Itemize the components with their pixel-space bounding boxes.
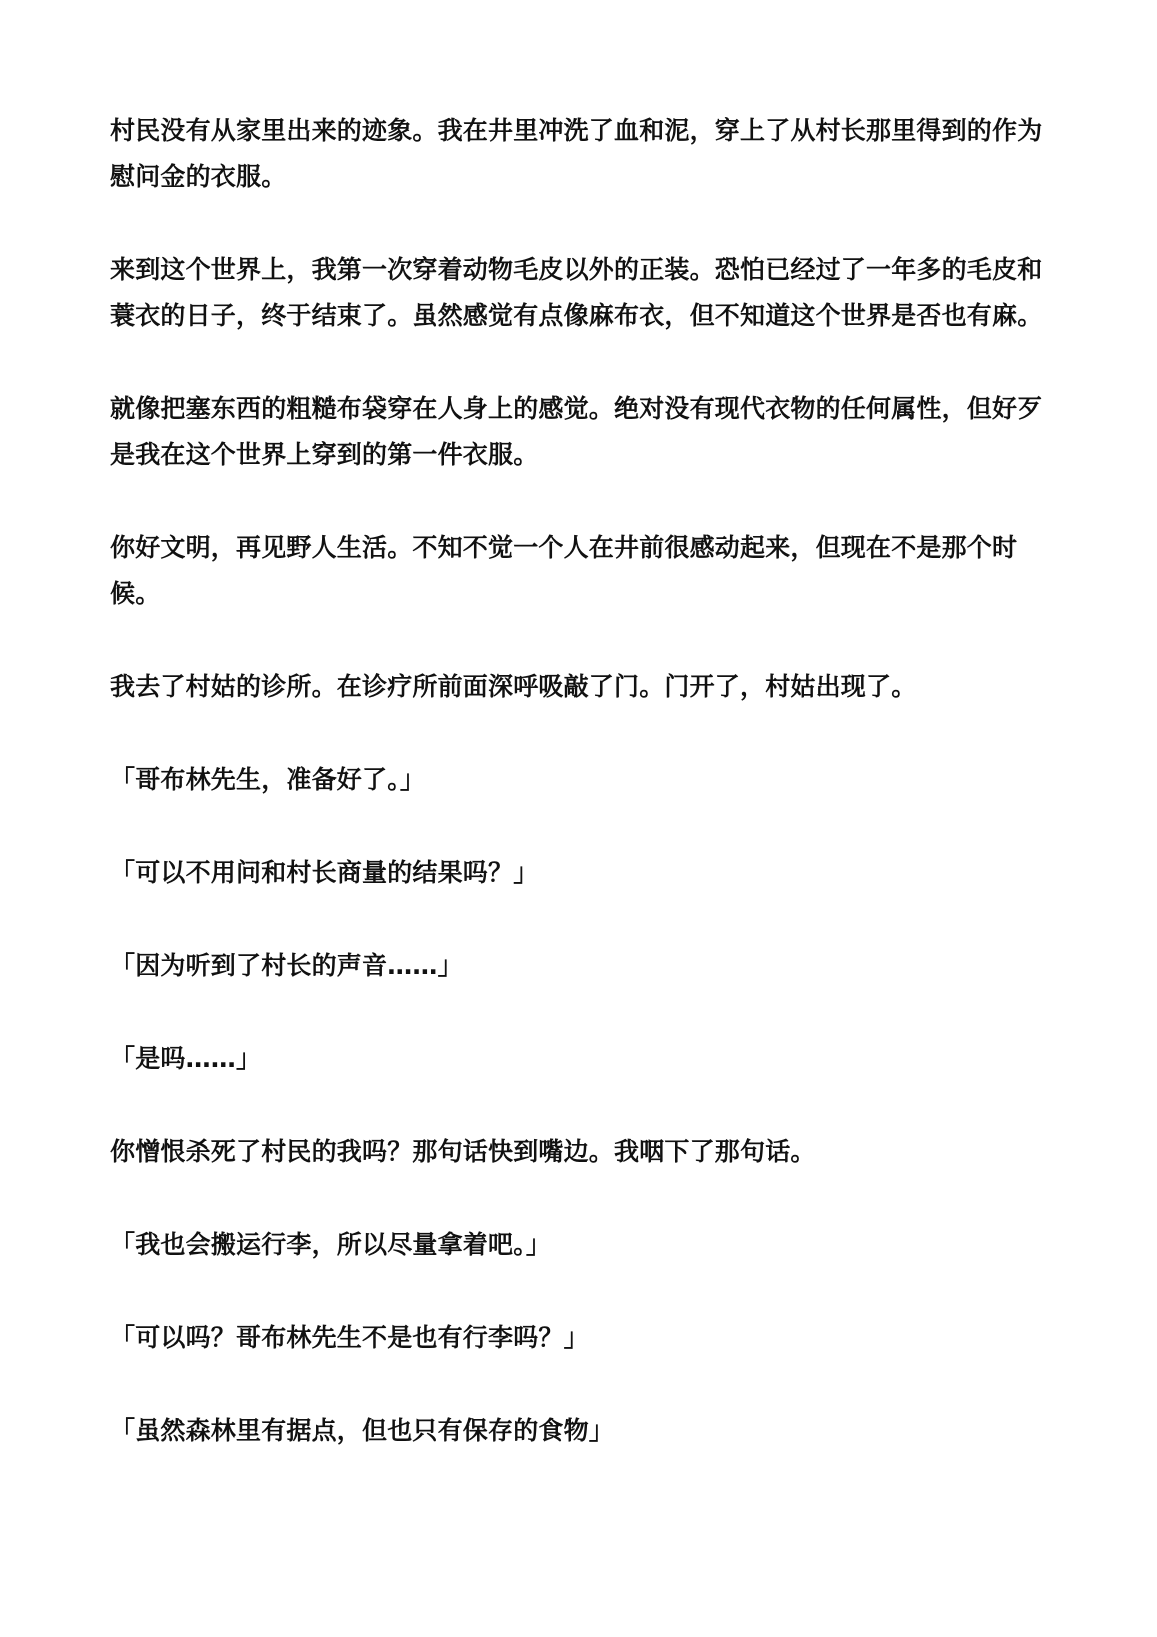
dialogue-line: 「因为听到了村长的声音……」: [110, 951, 463, 980]
dialogue-line: 「是吗……」: [110, 1044, 262, 1073]
paragraph: 村民没有从家里出来的迹象。我在井里冲洗了血和泥，穿上了从村长那里得到的作为慰问金的衣服。: [110, 116, 1043, 191]
dialogue-line: 「可以不用问和村长商量的结果吗？」: [110, 858, 539, 887]
paragraph: 你憎恨杀死了村民的我吗？那句话快到嘴边。我咽下了那句话。: [110, 1137, 816, 1166]
paragraph: 来到这个世界上，我第一次穿着动物毛皮以外的正装。恐怕已经过了一年多的毛皮和蓑衣的日子，终于结束了。虽然感觉有点像麻布衣，但不知道这个世界是否也有麻。: [110, 255, 1043, 330]
dialogue-line: 「我也会搬运行李，所以尽量拿着吧。」: [110, 1230, 552, 1259]
dialogue-line: 「可以吗？哥布林先生不是也有行李吗？」: [110, 1323, 589, 1352]
paragraph: 你好文明，再见野人生活。不知不觉一个人在井前很感动起来，但现在不是那个时候。: [110, 533, 1018, 608]
dialogue-line: 「虽然森林里有据点，但也只有保存的食物」: [110, 1416, 615, 1445]
paragraph: 我去了村姑的诊所。在诊疗所前面深呼吸敲了门。门开了，村姑出现了。: [110, 672, 917, 701]
dialogue-line: 「哥布林先生，准备好了。」: [110, 765, 426, 794]
paragraph: 就像把塞东西的粗糙布袋穿在人身上的感觉。绝对没有现代衣物的任何属性，但好歹是我在这个世界上穿到的第一件衣服。: [110, 394, 1043, 469]
document-body: [110, 108, 1050, 1501]
